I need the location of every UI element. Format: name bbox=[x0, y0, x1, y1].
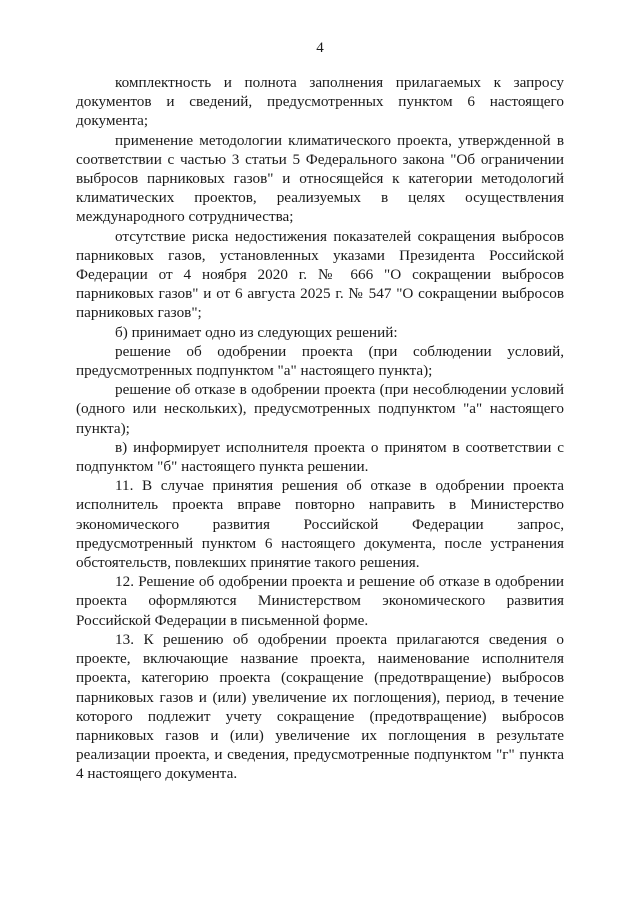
paragraph-item-11: 11. В случае принятия решения об отказе в одобрении проекта исполнитель проекта вправе повторно направить в Министерство экономического развития Российской Федерации запрос, предусмотренный пунктом 6 настоящего документа, после устранения обстоятельств, повлекших принятие такого решения. bbox=[76, 477, 564, 572]
paragraph-item-13: 13. К решению об одобрении проекта прилагаются сведения о проекте, включающие название проекта, наименование исполнителя проекта, категорию проекта (сокращение (предотвращение) выбросов парниковых газов и (или) увеличение их поглощения), период, в течение которого подлежит учету сокращение (предотвращение) выбросов парниковых газов и (или) увеличение их поглощения в результате реализации проекта, и сведения, предусмотренные подпунктом "г" пункта 4 настоящего документа. bbox=[76, 630, 564, 783]
document-body bbox=[76, 73, 564, 784]
page-number: 4 bbox=[316, 40, 324, 56]
paragraph-item-12: 12. Решение об одобрении проекта и решение об отказе в одобрении проекта оформляются Министерством экономического развития Российской Федерации в письменной форме. bbox=[76, 573, 564, 629]
paragraph-subitem-b: б) принимает одно из следующих решений: bbox=[115, 323, 398, 341]
paragraph-methodology: применение методологии климатического проекта, утвержденной в соответствии с частью 3 статьи 5 Федерального закона "Об ограничении выбросов парниковых газов" и относящейся к категории методологий климатических проектов, реализуемых в целях осуществления международного сотрудничества; bbox=[76, 131, 564, 226]
paragraph-risk: отсутствие риска недостижения показателей сокращения выбросов парниковых газов, установленных указами Президента Российской Федерации от 4 ноября 2020 г. № 666 "О сокращении выбросов парниковых газов" и от 6 августа 2025 г. № 547 "О сокращении выбросов парниковых газов"; bbox=[76, 227, 564, 322]
paragraph-subitem-v: в) информирует исполнителя проекта о принятом в соответствии с подпунктом "б" настоящего пункта решении. bbox=[76, 438, 564, 476]
paragraph-refusal-decision: решение об отказе в одобрении проекта (при несоблюдении условий (одного или нескольких), предусмотренных подпунктом "а" настоящего пункта); bbox=[76, 381, 564, 437]
paragraph-approval-decision: решение об одобрении проекта (при соблюдении условий, предусмотренных подпунктом "а" настоящего пункта); bbox=[76, 342, 564, 380]
paragraph-completeness: комплектность и полнота заполнения прилагаемых к запросу документов и сведений, предусмотренных пунктом 6 настоящего документа; bbox=[76, 74, 564, 130]
